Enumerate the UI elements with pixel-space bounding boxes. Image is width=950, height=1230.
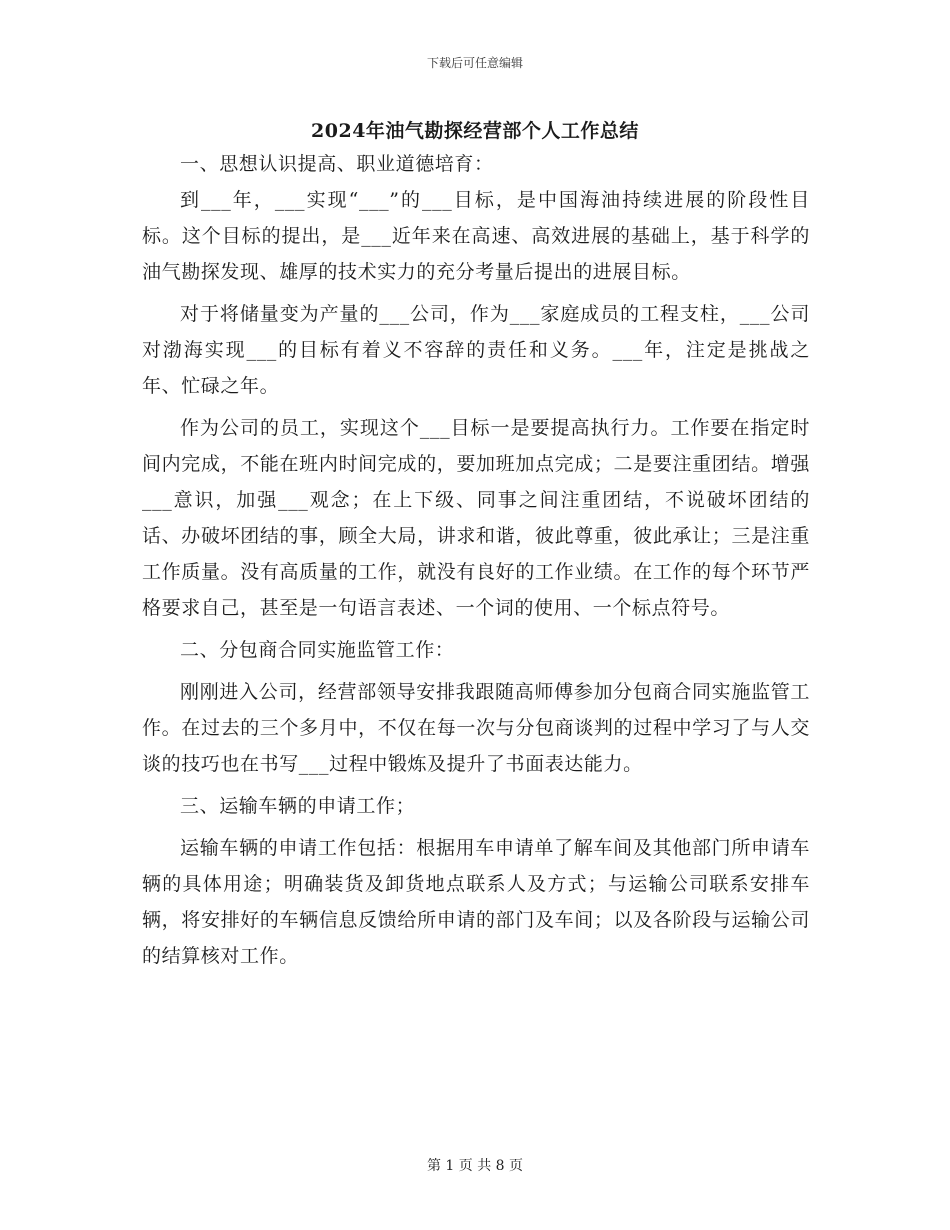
body-paragraph: 刚刚进入公司，经营部领导安排我跟随高师傅参加分包商合同实施监管工作。在过去的三个多月中，不仅在每一次与分包商谈判的过程中学习了与人交谈的技巧也在书写___过程中锻炼及提升了书面表达能力。: [142, 681, 810, 775]
body-paragraph: 作为公司的员工，实现这个___目标一是要提高执行力。工作要在指定时间内完成，不能在班内时间完成的，要加班加点完成；二是要注重团结。增强___意识，加强___观念；在上下级、同事之间注重团结，不说破坏团结的话、办破坏团结的事，顾全大局，讲求和谐，彼此尊重，彼此承让；三是注重工作质量。没有高质量的工作，就没有良好的工作业绩。在工作的每个环节严格要求自己，甚至是一句语言表述、一个词的使用、一个标点符号。: [142, 417, 810, 619]
section-heading-2: 二、分包商合同实施监管工作：: [180, 639, 455, 661]
body-paragraph: 到___年，___实现“___”的___目标，是中国海油持续进展的阶段性目标。这个目标的提出，是___近年来在高速、高效进展的基础上，基于科学的油气勘探发现、雄厚的技术实力的充分考量后提出的进展目标。: [142, 189, 810, 283]
header-note: 下载后可任意编辑: [426, 56, 523, 70]
body-paragraph: 对于将储量变为产量的___公司，作为___家庭成员的工程支柱，___公司对渤海实现___的目标有着义不容辞的责任和义务。___年，注定是挑战之年、忙碌之年。: [142, 303, 810, 397]
document-title: 2024年油气勘探经营部个人工作总结: [311, 120, 639, 142]
section-heading-3: 三、运输车辆的申请工作；: [180, 795, 416, 817]
body-paragraph: 运输车辆的申请工作包括：根据用车申请单了解车间及其他部门所申请车辆的具体用途；明确装货及卸货地点联系人及方式；与运输公司联系安排车辆，将安排好的车辆信息反馈给所申请的部门及车间；以及各阶段与运输公司的结算核对工作。: [142, 837, 810, 967]
document-body: [142, 144, 810, 974]
page-number-footer: 第 1 页 共 8 页: [426, 1158, 524, 1174]
section-heading-1: 一、思想认识提高、职业道德培育：: [180, 153, 494, 175]
